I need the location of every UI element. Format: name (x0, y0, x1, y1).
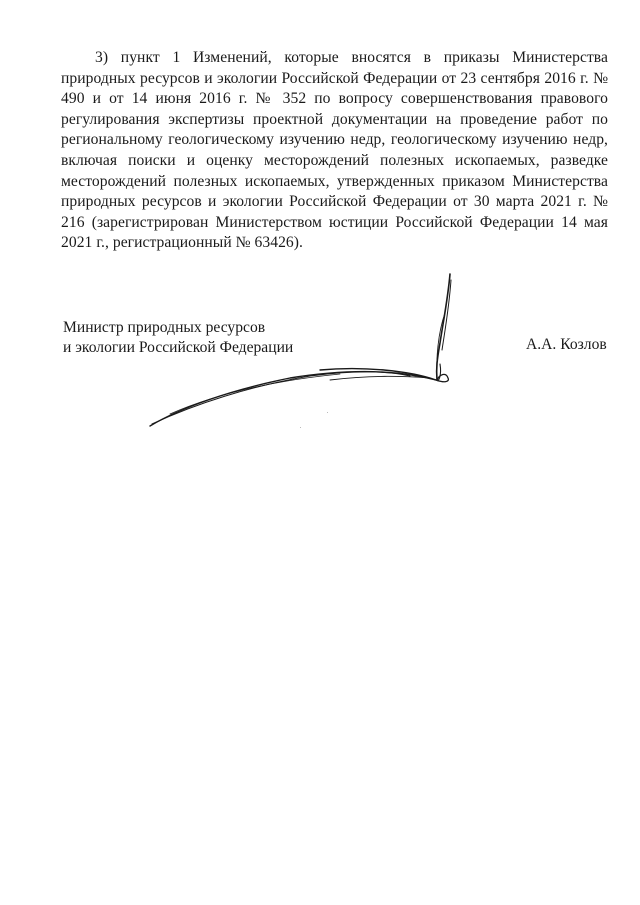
handwritten-signature (140, 268, 470, 438)
signatory-name: А.А. Козлов (526, 336, 607, 353)
scan-speck (300, 427, 301, 428)
scan-speck (327, 412, 328, 413)
signatory-title-line1: Министр природных ресурсов (63, 319, 266, 336)
paragraph-item-3: 3) пункт 1 Изменений, которые вносятся в приказы Министерства природных ресурсов и экологии Российской Федерации от 23 сентября 2016 г. № 490 и от 14 июня 2016 г. № 352 по вопросу совершенствования правового регулирования экспертизы проектной документации на проведение работ по региональному геологическому изучению недр, геологическому изучению недр, включая поиски и оценку месторождений полезных ископаемых, разведке месторождений полезных ископаемых, утвержденных приказом Министерства природных ресурсов и экологии Российской Федерации от 30 марта 2021 г. № 216 (зарегистрирован Министерством юстиции Российской Федерации 14 мая 2021 г., регистрационный № 63426). (61, 49, 608, 252)
signatory-title-line2: и экологии Российской Федерации (63, 339, 294, 357)
